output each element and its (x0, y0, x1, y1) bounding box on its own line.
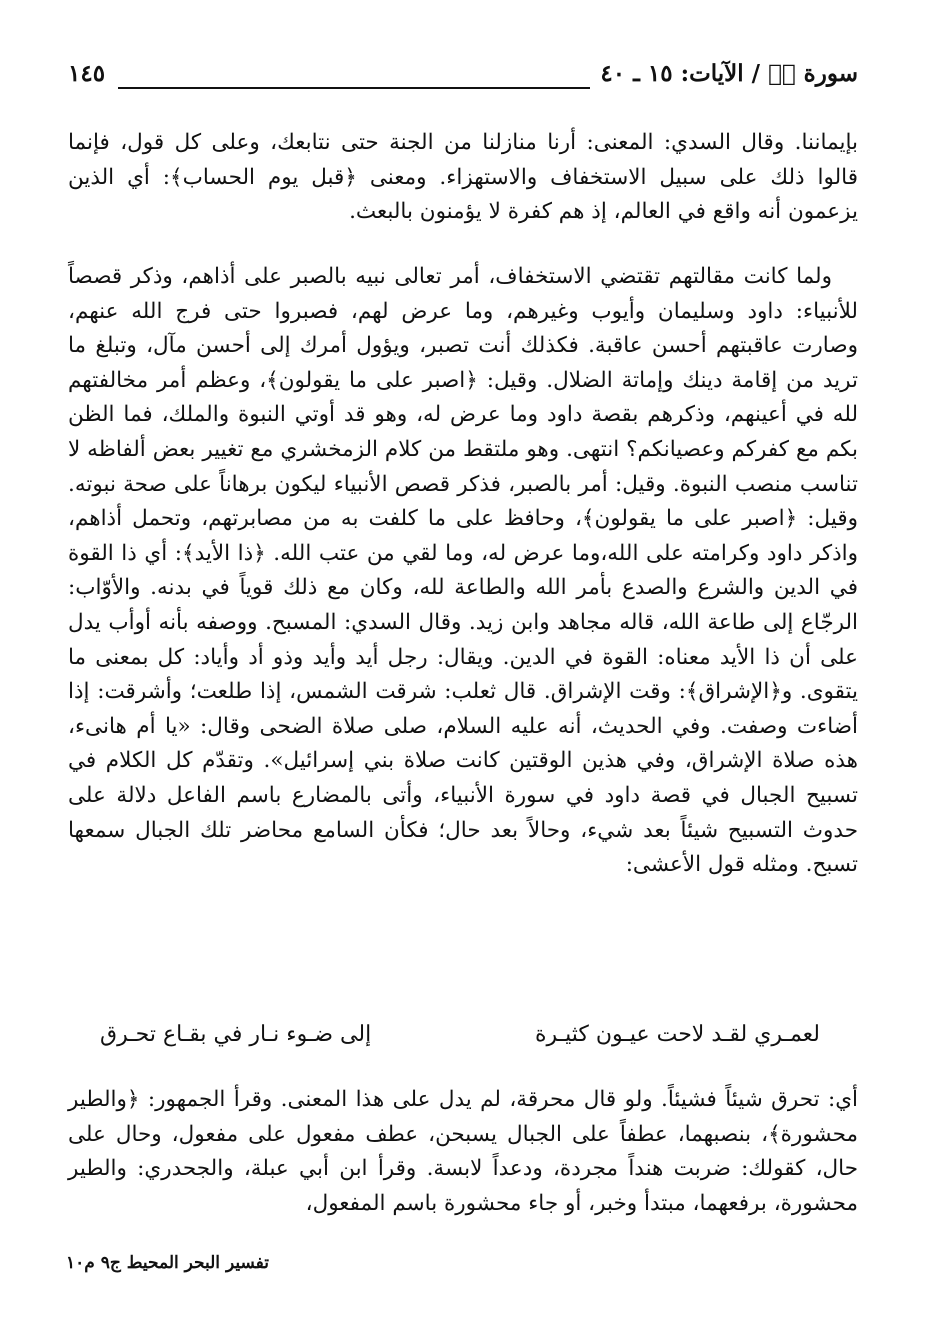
verse-first-hemistich: لعمـري لقـد لاحت عيـون كثيـرة (535, 1022, 820, 1047)
poetry-verse (100, 1022, 820, 1062)
page-number: ١٤٥ (68, 60, 106, 87)
paragraph-3-block (68, 1083, 858, 1221)
running-title: سورة صۤ / الآيات: ١٥ ـ ٤٠ (600, 60, 858, 87)
verse-second-hemistich: إلى ضـوء نـار في بقـاع تحـرق (100, 1022, 372, 1047)
paragraph-3: أي: تحرق شيئاً فشيئاً. ولو قال محرقة، لم يدل على هذا المعنى. وقرأ الجمهور: ﴿والطير محشورة﴾، بنصبهما، عطفاً على الجبال يسبحن، عطف مفعول على مفعول، وحال على حال، كقولك: ضربت هنداً مجردة، ودعداً لابسة. وقرأ ابن أبي عبلة، والجحدري: والطير محشورة، برفعهما، مبتدأ وخبر، أو جاء محشورة باسم المفعول، (68, 1087, 858, 1216)
paragraph-1: بإيماننا. وقال السدي: المعنى: أرنا منازلنا من الجنة حتى نتابعك، وعلى كل قول، فإنما قالوا ذلك على سبيل الاستخفاف والاستهزاء. ومعنى ﴿قبل يوم الحساب﴾: أي الذين يزعمون أنه واقع في العالم، إذ هم كفرة لا يؤمنون بالبعث. (68, 130, 858, 225)
paragraph-2: ولما كانت مقالتهم تقتضي الاستخفاف، أمر تعالى نبيه بالصبر على أذاهم، وذكر قصصاً للأنبياء: داود وسليمان وأيوب وغيرهم، وما عرض لهم، فصبروا حتى فرج الله عنهم، وصارت عاقبتهم أحسن عاقبة. فكذلك أنت تصبر، ويؤول أمرك إلى أحسن مآل، وتبلغ ما تريد من إقامة دينك وإماتة الضلال. وقيل: ﴿اصبر على ما يقولون﴾، وعظم أمر مخالفتهم لله في أعينهم، وذكرهم بقصة داود وما عرض له، وهو قد أوتي النبوة والملك، فما الظن بكم مع كفركم وعصيانكم؟ انتهى. وهو ملتقط من كلام الزمخشري مع تغيير بعض ألفاظه لا تناسب منصب النبوة. وقيل: أمر بالصبر، فذكر قصص الأنبياء ليكون برهاناً على صحة نبوته. وقيل: ﴿اصبر على ما يقولون﴾، وحافظ على ما كلفت به من مصابرتهم، وتحمل أذاهم، واذكر داود وكرامته على الله،وما عرض له، وما لقي من عتب الله. ﴿ذا الأيد﴾: أي ذا القوة في الدين والشرع والصدع بأمر الله والطاعة لله، وكان مع ذلك قوياً في بدنه. والأوّاب: الرجّاع إلى طاعة الله، قاله مجاهد وابن زيد. وقال السدي: المسبح. ووصفه بأنه أوأب يدل على أن ذا الأيد معناه: القوة في الدين. ويقال: رجل أيد وأيد وذو أد وأياد: كل بمعنى ما يتقوى. و﴿الإشراق﴾: وقت الإشراق. قال ثعلب: شرقت الشمس، إذا طلعت؛ وأشرقت: إذا أضاءت وصفت. وفي الحديث، أنه عليه السلام، صلى صلاة الضحى وقال: «يا أم هانىء، هذه صلاة الإشراق، وفي هذين الوقتين كانت صلاة بني إسرائيل». وتقدّم كل الكلام في تسبيح الجبال في قصة داود في سورة الأنبياء، وأتى بالمضارع باسم الفاعل دلالة على حدوث التسبيح شيئاً بعد شيء، وحالاً بعد حال؛ فكأن السامع محاضر تلك الجبال سمعها تسبح. ومثله قول الأعشى: (68, 264, 858, 878)
page-footer-signature: تفسير البحر المحيط ج٩ م١٠ (66, 1253, 269, 1273)
header-rule (118, 87, 590, 89)
paragraph-2-block (68, 260, 858, 883)
page-header (68, 60, 858, 100)
paragraph-1-block (68, 126, 858, 230)
